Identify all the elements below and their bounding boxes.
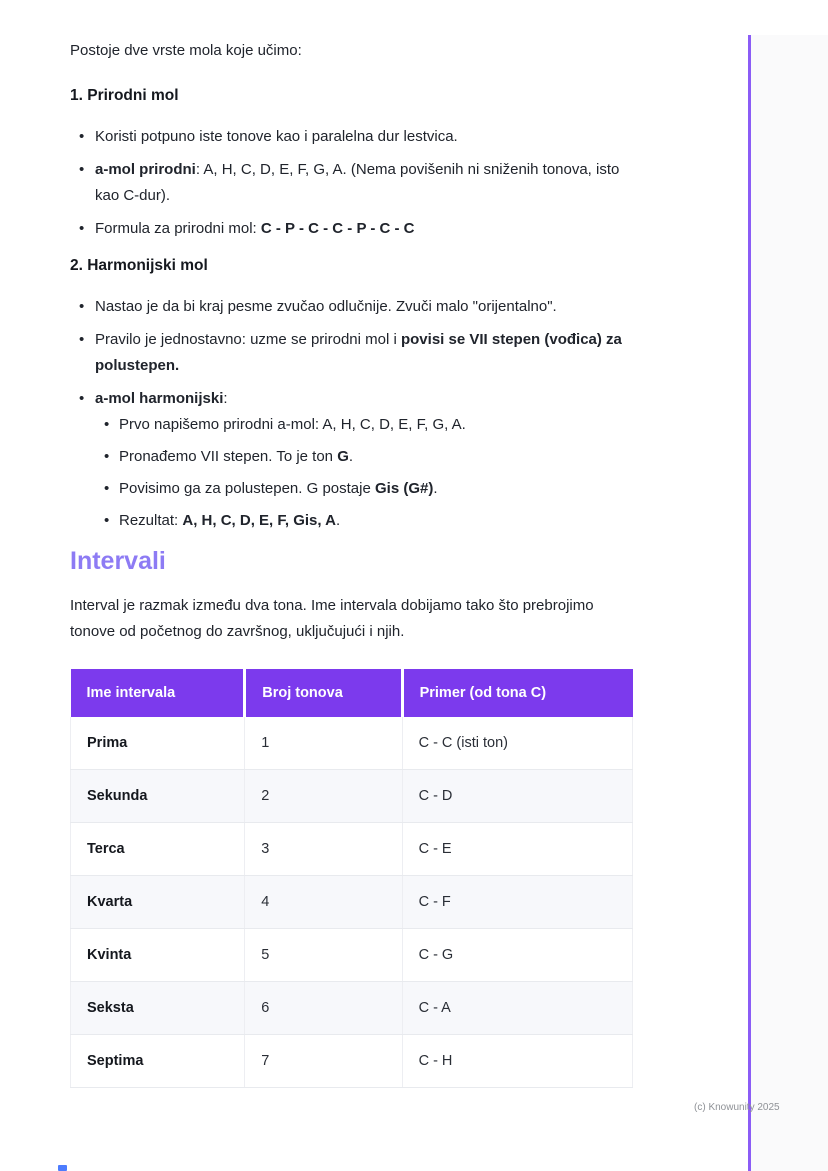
cell-tone-count: 4 bbox=[245, 876, 402, 929]
text-segment: . bbox=[433, 480, 438, 497]
text-segment: Pravilo je jednostavno: uzme se prirodni mol i bbox=[95, 331, 401, 348]
table-header bbox=[71, 669, 633, 717]
cell-interval-name: Septima bbox=[71, 1035, 245, 1088]
cell-interval-name: Seksta bbox=[71, 982, 245, 1035]
table-row bbox=[71, 982, 633, 1035]
bold-segment: povisi se VII stepen (vođica) za polustepen bbox=[95, 331, 622, 374]
footer-credit: (c) Knowunity 2025 bbox=[694, 1102, 780, 1113]
section-2-bullet-list bbox=[70, 294, 636, 534]
text-segment: . bbox=[336, 512, 341, 529]
page-edge-line bbox=[748, 35, 751, 1171]
nested-bullet-list bbox=[95, 412, 636, 534]
bold-segment: G bbox=[337, 448, 349, 465]
cell-tone-count: 6 bbox=[245, 982, 402, 1035]
page-margin-strip bbox=[751, 35, 828, 1171]
column-header-example: Primer (od tona C) bbox=[402, 669, 632, 717]
cell-interval-name: Kvinta bbox=[71, 929, 245, 982]
table-row bbox=[71, 717, 633, 770]
cell-tone-count: 5 bbox=[245, 929, 402, 982]
table-row bbox=[71, 929, 633, 982]
list-item bbox=[95, 476, 636, 502]
table-row bbox=[71, 823, 633, 876]
intervals-heading: Intervali bbox=[70, 547, 166, 575]
cell-tone-count: 3 bbox=[245, 823, 402, 876]
cell-interval-name: Kvarta bbox=[71, 876, 245, 929]
text-segment: . bbox=[348, 448, 354, 465]
cell-interval-name: Prima bbox=[71, 717, 245, 770]
cell-example: C - C (isti ton) bbox=[402, 717, 632, 770]
table-body bbox=[71, 717, 633, 1088]
cell-example: C - D bbox=[402, 770, 632, 823]
cell-example: C - A bbox=[402, 982, 632, 1035]
intro-paragraph: Postoje dve vrste mola koje učimo: bbox=[70, 42, 302, 59]
section-2-title: 2. Harmonijski mol bbox=[70, 257, 208, 274]
text-segment: : A, H, C, D, E, F, G, A. (Nema povišenih ni sniženih tonova, isto kao C-dur). bbox=[95, 161, 620, 204]
text-segment: Formula za prirodni mol: bbox=[95, 220, 261, 237]
section-1-bullet-list bbox=[70, 124, 636, 242]
table-row bbox=[71, 770, 633, 823]
table-row bbox=[71, 1035, 633, 1088]
cell-example: C - F bbox=[402, 876, 632, 929]
bold-segment: A, H, C, D, E, F, Gis, A bbox=[182, 512, 337, 529]
list-item bbox=[95, 508, 636, 534]
text-segment: Povisimo ga za polustepen. G postaje bbox=[119, 480, 375, 497]
bold-segment: . bbox=[175, 357, 180, 374]
cell-tone-count: 2 bbox=[245, 770, 402, 823]
list-item bbox=[70, 327, 636, 379]
cell-example: C - H bbox=[402, 1035, 632, 1088]
document-content bbox=[70, 38, 636, 1088]
bold-segment: a-mol prirodni bbox=[95, 161, 196, 178]
bold-segment: C - P - C - C - P - C - C bbox=[260, 220, 415, 237]
list-item bbox=[70, 294, 636, 320]
text-segment: : bbox=[223, 390, 228, 407]
column-header-name: Ime intervala bbox=[71, 669, 245, 717]
list-item bbox=[95, 412, 636, 438]
bold-segment: Gis (G#) bbox=[374, 480, 434, 497]
text-segment: Prvo napišemo prirodni a-mol: A, H, C, D, E, F, G, A. bbox=[119, 416, 466, 433]
text-segment: Pronađemo VII stepen. To je ton bbox=[119, 448, 338, 465]
cell-tone-count: 7 bbox=[245, 1035, 402, 1088]
text-segment: Nastao je da bi kraj pesme zvučao odlučnije. Zvuči malo "orijentalno". bbox=[95, 298, 557, 315]
section-1-title: 1. Prirodni mol bbox=[70, 87, 179, 104]
text-segment: Koristi potpuno iste tonove kao i paralelna dur lestvica. bbox=[95, 128, 458, 145]
list-item bbox=[70, 157, 636, 209]
text-segment: Rezultat: bbox=[119, 512, 183, 529]
blue-corner-mark bbox=[58, 1165, 67, 1171]
cell-tone-count: 1 bbox=[245, 717, 402, 770]
column-header-tones: Broj tonova bbox=[245, 669, 402, 717]
table-row bbox=[71, 876, 633, 929]
list-item bbox=[70, 124, 636, 150]
cell-example: C - E bbox=[402, 823, 632, 876]
intervals-table bbox=[70, 669, 633, 1088]
intervals-paragraph: Interval je razmak između dva tona. Ime intervala dobijamo tako što prebrojimo tonove od početnog do završnog, uključujući i njih. bbox=[70, 597, 594, 640]
cell-interval-name: Terca bbox=[71, 823, 245, 876]
cell-interval-name: Sekunda bbox=[71, 770, 245, 823]
list-item bbox=[70, 386, 636, 534]
cell-example: C - G bbox=[402, 929, 632, 982]
header-row bbox=[71, 669, 633, 717]
bold-segment: a-mol harmonijski bbox=[95, 390, 224, 407]
list-item bbox=[70, 216, 636, 242]
list-item bbox=[95, 444, 636, 470]
